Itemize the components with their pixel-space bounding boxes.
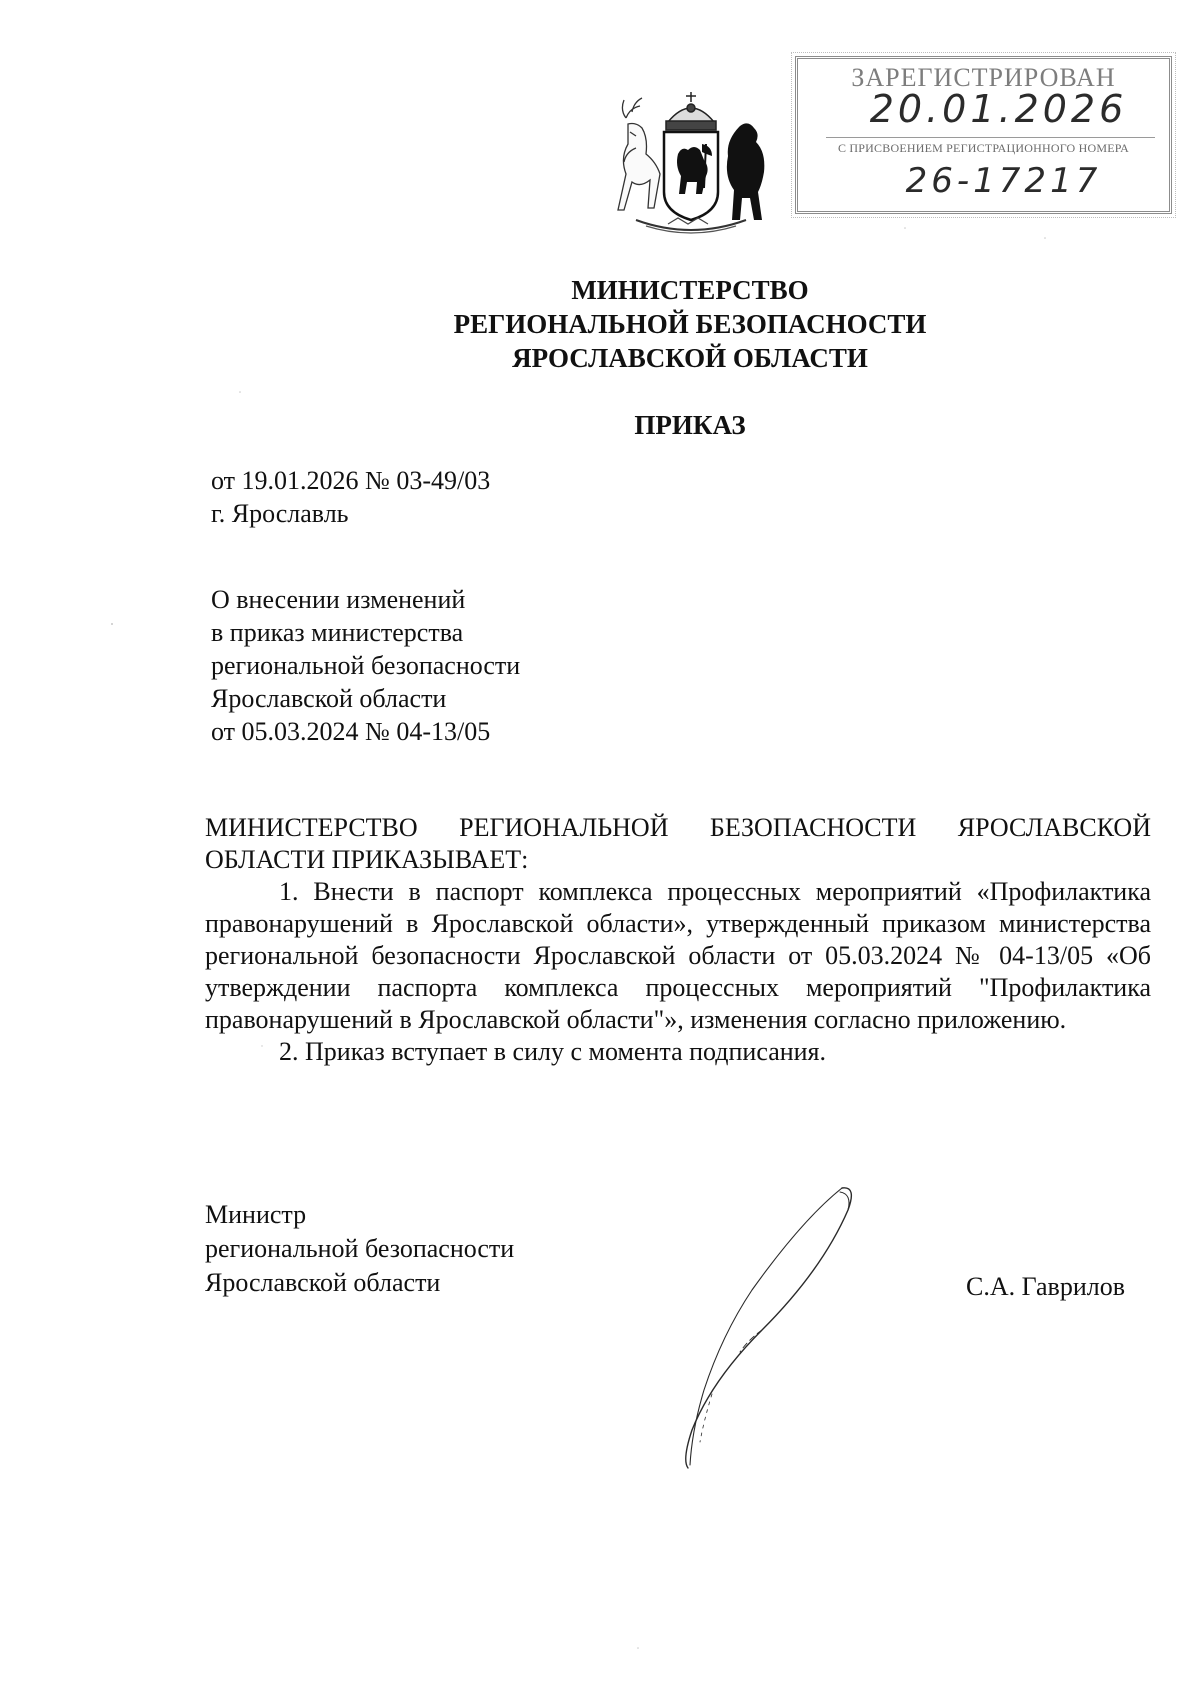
ministry-line: МИНИСТЕРСТВО [571, 275, 809, 305]
handwritten-signature [652, 1180, 872, 1480]
subject-line: О внесении изменений [211, 585, 466, 614]
signer-position-line: Ярославской области [205, 1268, 441, 1297]
ministry-line: ЯРОСЛАВСКОЙ ОБЛАСТИ [512, 343, 868, 373]
signer-position-line: региональной безопасности [205, 1234, 515, 1263]
stamp-registered-label: ЗАРЕГИСТРИРОВАН [851, 63, 1116, 92]
ministry-line: РЕГИОНАЛЬНОЙ БЕЗОПАСНОСТИ [453, 309, 927, 339]
ministry-heading [300, 273, 1080, 375]
stamp-registration-number: 26-17217 [905, 161, 1102, 201]
stamp-caption: С ПРИСВОЕНИЕМ РЕГИСТРАЦИОННОГО НОМЕРА [838, 141, 1129, 155]
order-subject [211, 583, 520, 748]
signer-position-line: Министр [205, 1200, 307, 1229]
order-item-1: 1. Внести в паспорт комплекса процессных мероприятий «Профилактика правонарушений в Ярославской области», утвержденный приказом министерства региональной безопасности Ярославской области от 05.03.2024 № 04-13/05 «Об утверждении паспорта комплекса процессных мероприятий "Профилактика правонарушений в Ярославской области"», изменения согласно приложению. [205, 877, 1151, 1034]
registration-stamp [795, 56, 1172, 214]
order-body [205, 812, 1151, 1068]
order-preamble: МИНИСТЕРСТВО РЕГИОНАЛЬНОЙ БЕЗОПАСНОСТИ ЯРОСЛАВСКОЙ ОБЛАСТИ ПРИКАЗЫВАЕТ: [205, 813, 1151, 874]
subject-line: от 05.03.2024 № 04-13/05 [211, 717, 491, 746]
coat-of-arms-icon [606, 88, 776, 238]
order-date-number: от 19.01.2026 № 03-49/03 [211, 466, 491, 495]
signer-position [205, 1198, 514, 1300]
subject-line: региональной безопасности [211, 651, 521, 680]
stamp-registration-date: 20.01.2026 [869, 87, 1128, 131]
signer-name: С.А. Гаврилов [966, 1272, 1125, 1301]
order-city: г. Ярославль [211, 499, 349, 528]
subject-line: в приказ министерства [211, 618, 464, 647]
stamp-divider [826, 137, 1155, 138]
subject-line: Ярославской области [211, 684, 447, 713]
document-type-title: ПРИКАЗ [634, 410, 746, 440]
order-item-2: 2. Приказ вступает в силу с момента подписания. [279, 1037, 827, 1066]
order-meta [211, 464, 490, 530]
